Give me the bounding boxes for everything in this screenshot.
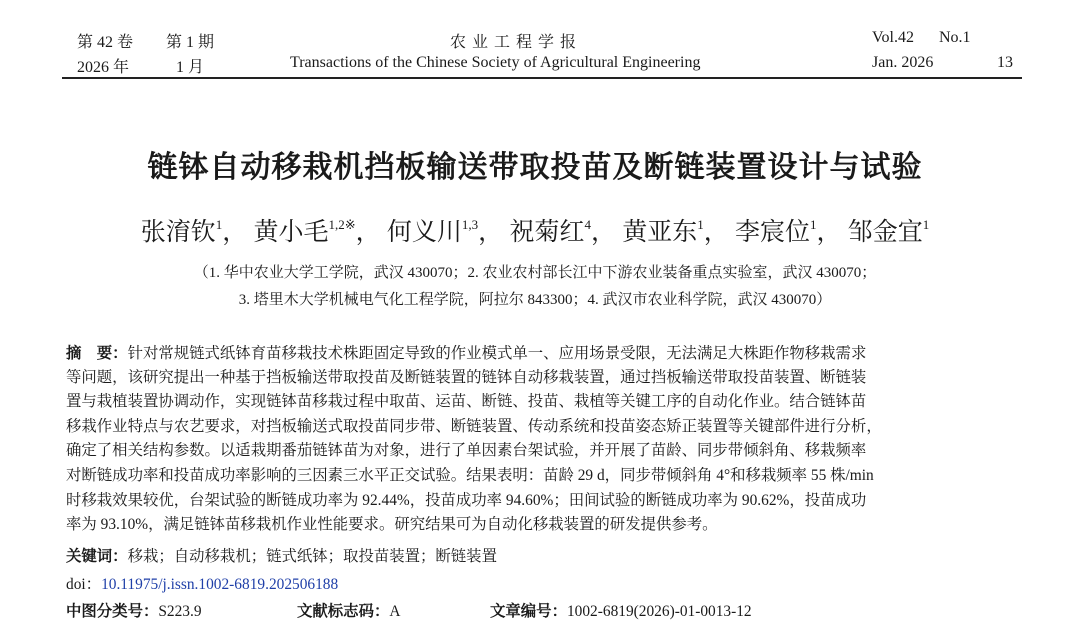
- author-affiliation-mark: 1: [810, 217, 817, 232]
- page-number: 13: [997, 54, 1013, 71]
- document-code: [297, 599, 400, 621]
- author-name: 何义川: [386, 219, 462, 246]
- abstract-line: 等问题，该研究提出一种基于挡板输送带取投苗及断链装置的链钵自动移栽装置，通过挡板输送带取投苗装置、断链装: [66, 368, 867, 386]
- abstract-text: 针对常规链式纸钵育苗移栽技术株距固定导致的作业模式单一、应用场景受限，无法满足大株距作物移栽需求: [127, 345, 867, 362]
- author-separator: ，: [355, 219, 381, 246]
- abstract-label: 摘 要：: [66, 344, 128, 362]
- author-affiliation-mark: 1,2※: [328, 217, 356, 232]
- abstract-line: [66, 341, 1012, 366]
- clc-number: [66, 599, 202, 621]
- keywords: [66, 544, 497, 566]
- paper-title: 链钵自动移栽机挡板输送带取投苗及断链装置设计与试验: [147, 150, 923, 185]
- article-number-label: 文章编号：: [490, 602, 567, 620]
- abstract-line: 率为 93.10%，满足链钵苗移栽机作业性能要求。研究结果可为自动化移栽装置的研发提供参考。: [66, 516, 718, 534]
- keywords-label: 关键词：: [66, 547, 128, 565]
- author-separator: ，: [816, 219, 842, 246]
- author-affiliation-mark: 1: [697, 217, 704, 232]
- abstract-line: 置与栽植装置协调动作，实现链钵苗移栽过程中取苗、运苗、断链、投苗、栽植等关键工序的自动化作业。结合链钵苗: [66, 393, 867, 411]
- author-name: 黄小毛: [253, 219, 329, 246]
- journal-name-en: Transactions of the Chinese Society of Agricultural Engineering: [290, 54, 701, 71]
- abstract: [66, 341, 1012, 538]
- document-code-label: 文献标志码：: [297, 602, 390, 620]
- issue-en: No.1: [939, 29, 971, 46]
- author-affiliation-mark: 1: [922, 217, 930, 232]
- date-en: Jan. 2026: [872, 54, 934, 71]
- author-separator: ，: [478, 219, 504, 246]
- header-rule: [62, 77, 1022, 79]
- clc-label: 中图分类号：: [66, 602, 159, 620]
- article-number: [490, 599, 752, 621]
- author-name: 黄亚东: [622, 219, 698, 246]
- author-name: 邹金宜: [847, 219, 923, 246]
- author-name: 祝菊红: [509, 219, 585, 246]
- abstract-line: 移栽作业特点与农艺要求，对挡板输送式取投苗同步带、断链装置、传动系统和投苗姿态矫正装置等关键部件进行分析，: [66, 417, 882, 435]
- volume-en: Vol.42: [872, 29, 914, 46]
- abstract-line: 确定了相关结构参数。以适栽期番茄链钵苗为对象，进行了单因素台架试验，并开展了苗龄、同步带倾斜角、移栽频率: [66, 442, 867, 460]
- author-name: 张淯钦: [140, 219, 216, 246]
- author-name: 李宸位: [735, 219, 811, 246]
- doi-label: doi：: [66, 576, 102, 593]
- abstract-line: 对断链成功率和投苗成功率影响的三因素三水平正交试验。结果表明：苗龄 29 d，同步带倾斜角 4°和移栽频率 55 株/min: [66, 466, 874, 484]
- clc-value: S223.9: [158, 603, 202, 620]
- article-number-value: 1002-6819(2026)-01-0013-12: [566, 603, 752, 620]
- author-affiliation-mark: 1: [215, 217, 223, 232]
- journal-name-cn: 农 业 工 程 学 报: [450, 34, 578, 51]
- affiliation-line-1: （1. 华中农业大学工学院，武汉 430070；2. 农业农村部长江中下游农业装备重点实验室，武汉 430070；: [193, 265, 877, 281]
- volume-cn: 第 42 卷: [77, 34, 134, 51]
- abstract-line: 时移栽效果较优，台架试验的断链成功率为 92.44%，投苗成功率 94.60%；田间试验的断链成功率为 90.62%，投苗成功: [66, 491, 867, 509]
- author-separator: ，: [222, 219, 248, 246]
- month-cn: 1 月: [176, 59, 205, 76]
- author-affiliation-mark: 1,3: [461, 217, 479, 232]
- keywords-text: 移栽；自动移栽机；链式纸钵；取投苗装置；断链装置: [127, 548, 497, 565]
- doi-line: [66, 572, 338, 594]
- author-separator: ，: [590, 219, 616, 246]
- doi-link[interactable]: 10.11975/j.issn.1002-6819.202506188: [101, 576, 339, 593]
- journal-header: [0, 0, 1070, 80]
- document-code-value: A: [389, 603, 401, 620]
- author-list: [0, 212, 1070, 248]
- author-separator: ，: [703, 219, 729, 246]
- issue-cn: 第 1 期: [166, 34, 215, 51]
- author-affiliation-mark: 4: [584, 217, 591, 232]
- affiliation-line-2: 3. 塔里木大学机械电气化工程学院，阿拉尔 843300；4. 武汉市农业科学院，武汉 430070）: [238, 292, 832, 308]
- year-cn: 2026 年: [77, 59, 130, 76]
